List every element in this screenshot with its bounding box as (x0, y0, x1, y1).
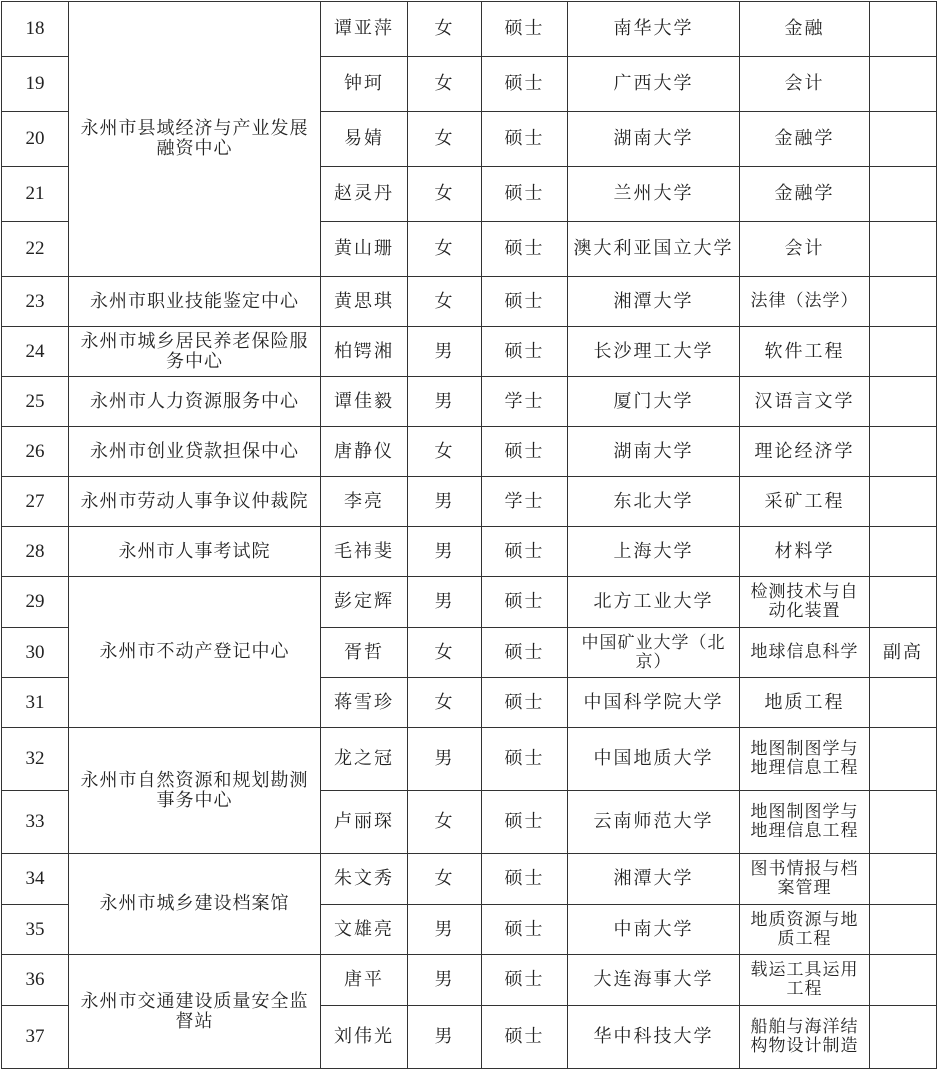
gender: 男 (408, 955, 482, 1006)
gender: 女 (408, 427, 482, 477)
person-name: 唐平 (321, 955, 408, 1006)
title (870, 728, 937, 791)
school: 厦门大学 (568, 377, 740, 427)
title (870, 427, 937, 477)
table-row (2, 955, 937, 1006)
table-row (2, 2, 937, 57)
unit-name: 永州市县域经济与产业发展融资中心 (69, 2, 321, 277)
row-number: 37 (2, 1006, 69, 1069)
school: 云南师范大学 (568, 791, 740, 854)
gender: 女 (408, 167, 482, 222)
major: 材料学 (740, 527, 870, 577)
degree: 硕士 (482, 2, 568, 57)
row-number: 21 (2, 167, 69, 222)
person-name: 龙之冠 (321, 728, 408, 791)
person-name: 唐静仪 (321, 427, 408, 477)
row-number: 19 (2, 57, 69, 112)
gender: 男 (408, 1006, 482, 1069)
school: 东北大学 (568, 477, 740, 527)
school: 南华大学 (568, 2, 740, 57)
row-number: 26 (2, 427, 69, 477)
degree: 硕士 (482, 577, 568, 628)
title (870, 222, 937, 277)
major: 会计 (740, 57, 870, 112)
school: 湖南大学 (568, 427, 740, 477)
major: 图书情报与档案管理 (740, 854, 870, 905)
person-name: 毛祎斐 (321, 527, 408, 577)
gender: 男 (408, 577, 482, 628)
major: 软件工程 (740, 327, 870, 377)
gender: 男 (408, 377, 482, 427)
person-name: 胥哲 (321, 628, 408, 678)
title (870, 477, 937, 527)
degree: 硕士 (482, 527, 568, 577)
row-number: 24 (2, 327, 69, 377)
degree: 硕士 (482, 112, 568, 167)
gender: 女 (408, 112, 482, 167)
degree: 硕士 (482, 854, 568, 905)
gender: 男 (408, 327, 482, 377)
row-number: 27 (2, 477, 69, 527)
unit-name: 永州市交通建设质量安全监督站 (69, 955, 321, 1069)
gender: 女 (408, 222, 482, 277)
school: 上海大学 (568, 527, 740, 577)
degree: 学士 (482, 477, 568, 527)
title (870, 377, 937, 427)
title (870, 167, 937, 222)
row-number: 32 (2, 728, 69, 791)
school: 湘潭大学 (568, 854, 740, 905)
unit-name: 永州市自然资源和规划勘测事务中心 (69, 728, 321, 854)
table-row (2, 577, 937, 628)
school: 兰州大学 (568, 167, 740, 222)
title (870, 678, 937, 728)
major: 金融学 (740, 167, 870, 222)
person-name: 易婧 (321, 112, 408, 167)
person-name: 黄思琪 (321, 277, 408, 327)
title (870, 577, 937, 628)
degree: 硕士 (482, 427, 568, 477)
row-number: 36 (2, 955, 69, 1006)
title (870, 2, 937, 57)
school: 湘潭大学 (568, 277, 740, 327)
major: 金融学 (740, 112, 870, 167)
gender: 女 (408, 277, 482, 327)
unit-name: 永州市创业贷款担保中心 (69, 427, 321, 477)
row-number: 18 (2, 2, 69, 57)
major: 检测技术与自动化装置 (740, 577, 870, 628)
unit-name: 永州市不动产登记中心 (69, 577, 321, 728)
major: 地质工程 (740, 678, 870, 728)
major: 地图制图学与地理信息工程 (740, 791, 870, 854)
table-row (2, 728, 937, 791)
row-number: 28 (2, 527, 69, 577)
major: 金融 (740, 2, 870, 57)
row-number: 25 (2, 377, 69, 427)
unit-name: 永州市职业技能鉴定中心 (69, 277, 321, 327)
degree: 硕士 (482, 728, 568, 791)
unit-name: 永州市人事考试院 (69, 527, 321, 577)
unit-name: 永州市城乡居民养老保险服务中心 (69, 327, 321, 377)
school: 大连海事大学 (568, 955, 740, 1006)
person-name: 谭佳毅 (321, 377, 408, 427)
person-name: 李亮 (321, 477, 408, 527)
major: 地图制图学与地理信息工程 (740, 728, 870, 791)
degree: 硕士 (482, 57, 568, 112)
gender: 女 (408, 628, 482, 678)
degree: 硕士 (482, 678, 568, 728)
school: 广西大学 (568, 57, 740, 112)
major: 理论经济学 (740, 427, 870, 477)
unit-name: 永州市人力资源服务中心 (69, 377, 321, 427)
major: 地质资源与地质工程 (740, 905, 870, 955)
row-number: 34 (2, 854, 69, 905)
degree: 学士 (482, 377, 568, 427)
major: 船舶与海洋结构物设计制造 (740, 1006, 870, 1069)
school: 湖南大学 (568, 112, 740, 167)
row-number: 31 (2, 678, 69, 728)
table-row (2, 854, 937, 905)
degree: 硕士 (482, 628, 568, 678)
major: 载运工具运用工程 (740, 955, 870, 1006)
gender: 女 (408, 854, 482, 905)
gender: 女 (408, 791, 482, 854)
title (870, 277, 937, 327)
title (870, 112, 937, 167)
personnel-table (1, 1, 937, 1069)
row-number: 23 (2, 277, 69, 327)
school: 中国地质大学 (568, 728, 740, 791)
title (870, 57, 937, 112)
person-name: 朱文秀 (321, 854, 408, 905)
unit-name: 永州市劳动人事争议仲裁院 (69, 477, 321, 527)
school: 澳大利亚国立大学 (568, 222, 740, 277)
title (870, 905, 937, 955)
row-number: 20 (2, 112, 69, 167)
degree: 硕士 (482, 277, 568, 327)
person-name: 柏锷湘 (321, 327, 408, 377)
major: 法律（法学） (740, 277, 870, 327)
school: 北方工业大学 (568, 577, 740, 628)
major: 采矿工程 (740, 477, 870, 527)
row-number: 35 (2, 905, 69, 955)
major: 会计 (740, 222, 870, 277)
title (870, 791, 937, 854)
major: 地球信息科学 (740, 628, 870, 678)
gender: 男 (408, 477, 482, 527)
person-name: 赵灵丹 (321, 167, 408, 222)
gender: 男 (408, 728, 482, 791)
school: 华中科技大学 (568, 1006, 740, 1069)
school: 中国科学院大学 (568, 678, 740, 728)
gender: 男 (408, 905, 482, 955)
table-row (2, 377, 937, 427)
title: 副高 (870, 628, 937, 678)
degree: 硕士 (482, 222, 568, 277)
degree: 硕士 (482, 327, 568, 377)
table-row (2, 277, 937, 327)
table-row (2, 477, 937, 527)
row-number: 30 (2, 628, 69, 678)
gender: 女 (408, 2, 482, 57)
title (870, 955, 937, 1006)
title (870, 1006, 937, 1069)
table-row (2, 427, 937, 477)
degree: 硕士 (482, 955, 568, 1006)
school: 中南大学 (568, 905, 740, 955)
unit-name: 永州市城乡建设档案馆 (69, 854, 321, 955)
degree: 硕士 (482, 1006, 568, 1069)
row-number: 22 (2, 222, 69, 277)
table-row (2, 527, 937, 577)
gender: 男 (408, 527, 482, 577)
person-name: 钟珂 (321, 57, 408, 112)
row-number: 29 (2, 577, 69, 628)
person-name: 刘伟光 (321, 1006, 408, 1069)
person-name: 黄山珊 (321, 222, 408, 277)
title (870, 854, 937, 905)
title (870, 327, 937, 377)
school: 长沙理工大学 (568, 327, 740, 377)
gender: 女 (408, 678, 482, 728)
person-name: 文雄亮 (321, 905, 408, 955)
degree: 硕士 (482, 791, 568, 854)
title (870, 527, 937, 577)
school: 中国矿业大学（北京） (568, 628, 740, 678)
person-name: 蒋雪珍 (321, 678, 408, 728)
major: 汉语言文学 (740, 377, 870, 427)
table-row (2, 327, 937, 377)
degree: 硕士 (482, 167, 568, 222)
row-number: 33 (2, 791, 69, 854)
person-name: 卢丽琛 (321, 791, 408, 854)
gender: 女 (408, 57, 482, 112)
person-name: 谭亚萍 (321, 2, 408, 57)
person-name: 彭定辉 (321, 577, 408, 628)
degree: 硕士 (482, 905, 568, 955)
